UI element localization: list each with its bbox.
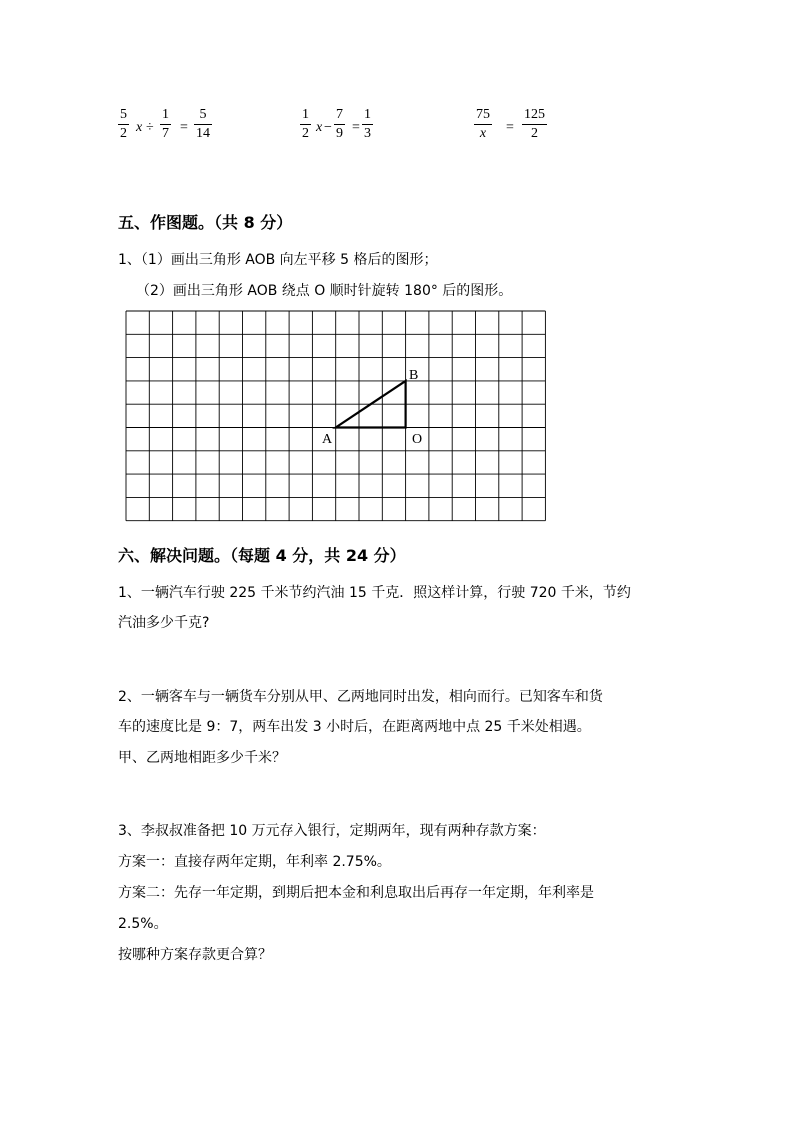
fraction-a: $\frac{1}{2}$: [302, 107, 309, 141]
fraction-b: $\frac{1}{7}$: [162, 107, 169, 141]
operator: ÷: [146, 120, 154, 135]
section-6-question-3-line-3: 方案二：先存一年定期，到期后把本金和利息取出后再存一年定期，年利率是: [118, 885, 594, 901]
fraction-c: $\frac{125}{2}$: [524, 107, 545, 141]
section-6-title: 六、解决问题。（每题 4 分，共 24 分）: [118, 546, 406, 565]
drawing-grid: [125, 310, 549, 524]
section-6-question-1-line-2: 汽油多少千克?: [118, 615, 210, 631]
point-b-label: B: [409, 368, 419, 383]
section-6-question-3-line-1: 3、李叔叔准备把 10 万元存入银行，定期两年，现有两种存款方案：: [118, 823, 546, 839]
equals-sign: =: [352, 120, 360, 135]
grid-lines: [126, 311, 545, 521]
section-6-question-3-line-5: 按哪种方案存款更合算？: [118, 947, 272, 963]
point-o-label: O: [412, 432, 423, 447]
variable: x: [316, 120, 323, 135]
equals-sign: =: [180, 120, 188, 135]
fraction-a: $\frac{75}{x}$: [476, 107, 490, 141]
section-6-question-2-line-2: 车的速度比是 9：7，两车出发 3 小时后，在距离两地中点 25 千米处相遇。: [118, 719, 591, 735]
section-6-question-1-line-1: 1、一辆汽车行驶 225 千米节约汽油 15 千克．照这样计算，行驶 720 千米，节约: [118, 585, 631, 601]
section-6-question-2-line-1: 2、一辆客车与一辆货车分别从甲、乙两地同时出发，相向而行。已知客车和货: [118, 689, 603, 705]
section-6-question-3-line-4: 2.5%。: [118, 916, 168, 932]
fraction-a: $\frac{5}{2}$: [120, 107, 127, 141]
section-5-question-1-part-1: 1、（1）画出三角形 AOB 向左平移 5 格后的图形；: [118, 252, 438, 268]
variable: x: [136, 120, 143, 135]
fraction-c: $\frac{5}{14}$: [196, 107, 210, 141]
section-5-title: 五、作图题。（共 8 分）: [118, 213, 293, 232]
operator: −: [324, 120, 332, 135]
section-6-question-2-line-3: 甲、乙两地相距多少千米？: [118, 750, 286, 766]
fraction-b: $\frac{7}{9}$: [336, 107, 343, 141]
section-6-question-3-line-2: 方案一：直接存两年定期，年利率 2.75%。: [118, 854, 391, 870]
point-a-label: A: [322, 432, 333, 447]
section-5-question-1-part-2: （2）画出三角形 AOB 绕点 O 顺时针旋转 180° 后的图形。: [136, 283, 513, 299]
fraction-c: $\frac{1}{3}$: [364, 107, 371, 141]
equals-sign: =: [506, 120, 514, 135]
